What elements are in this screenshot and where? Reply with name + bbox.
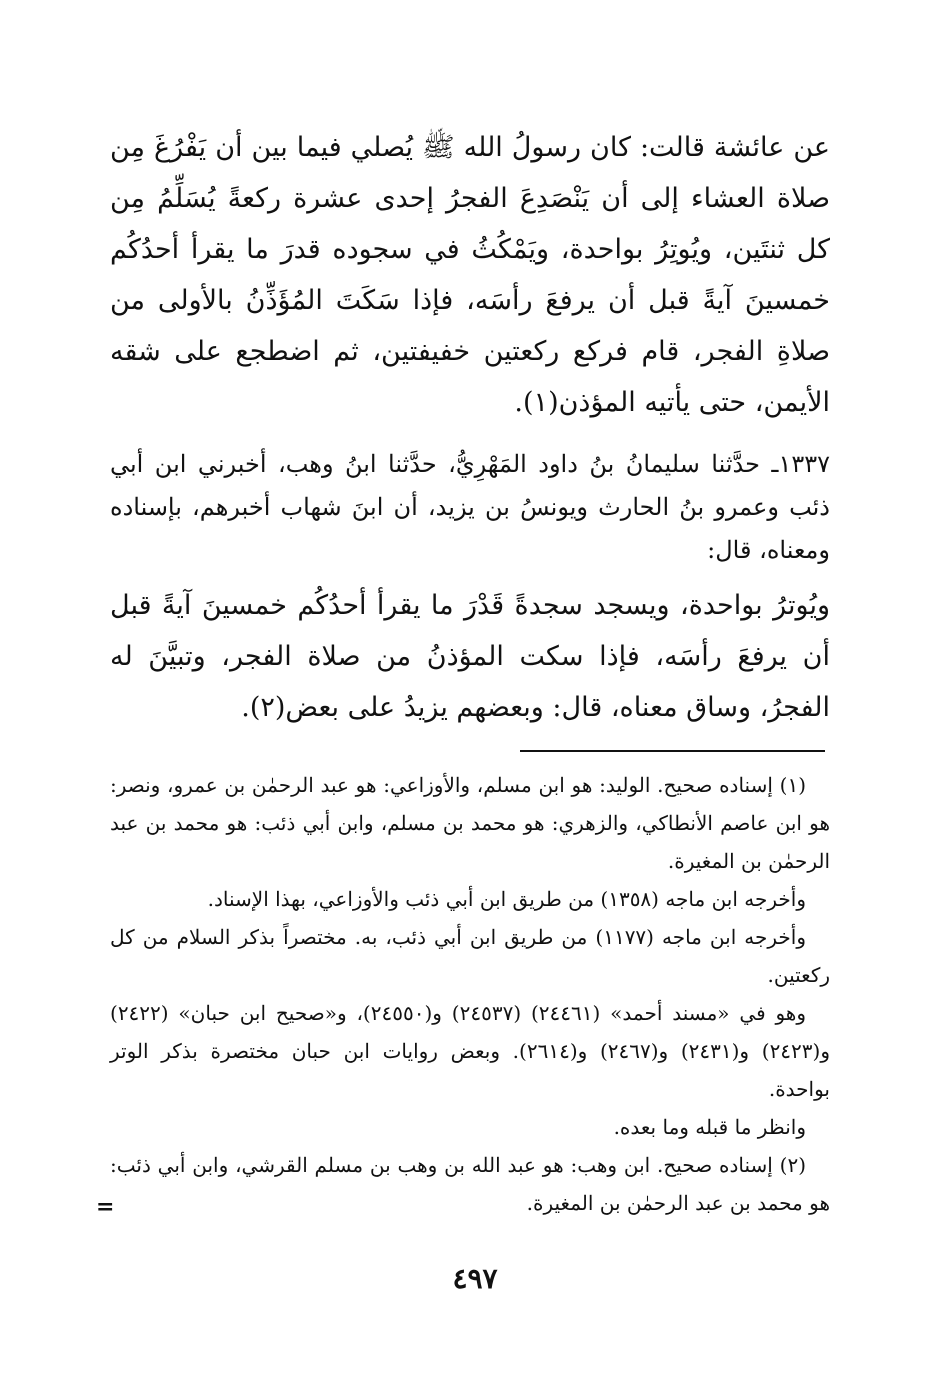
footnote-separator [520,750,825,752]
footnotes-block [110,766,830,1222]
page-number: ٤٩٧ [452,1262,498,1295]
hadith-1337-text-block [110,580,830,733]
hadith-1337-isnad [110,443,830,572]
footnote-1: (١) إسناده صحيح. الوليد: هو ابن مسلم، والأوزاعي: هو عبد الرحمٰن بن عمرو، ونصر: هو ابن عاصم الأنطاكي، والزهري: هو محمد بن مسلم، وابن أبي ذئب: هو محمد بن عبد الرحمٰن بن المغيرة. [110,773,830,873]
footnote-1-see-also: وانظر ما قبله وما بعده. [613,1115,806,1139]
footnote-2: (٢) إسناده صحيح. ابن وهب: هو عبد الله بن وهب بن مسلم القرشي، وابن أبي ذئب: هو محمد بن عبد الرحمٰن بن المغيرة. [110,1153,830,1215]
footnote-1-takhrij-b: وأخرجه ابن ماجه (١١٧٧) من طريق ابن أبي ذئب، به. مختصراً بذكر السلام من كل ركعتين. [110,925,830,987]
hadith-1337-intro: ١٣٣٧ـ حدَّثنا سليمانُ بنُ داود المَهْرِيُّ، حدَّثنا ابنُ وهب، أخبرني ابن أبي ذئب وعمرو بنُ الحارث ويونسُ بن يزيد، أن ابنَ شهاب أخبرهم، بإسناده ومعناه، قال: [110,450,830,564]
footnote-continuation-mark: = [96,1194,115,1220]
footnote-1-takhrij-a: وأخرجه ابن ماجه (١٣٥٨) من طريق ابن أبي ذئب والأوزاعي، بهذا الإسناد. [207,887,806,911]
hadith-paragraph-1: عن عائشة قالت: كان رسولُ الله ﷺ يُصلي فيما بين أن يَفْرُغَ مِن صلاة العشاء إلى أن يَنْصَدِعَ الفجرُ إحدى عشرة ركعةً يُسَلِّمُ مِن كل ثنتَين، ويُوتِرُ بواحدة، ويَمْكُثُ في سجوده قدرَ ما يقرأ أحدُكُم خمسينَ آيةً قبل أن يرفعَ رأسَه، فإذا سَكَتَ المُؤَذِّنُ بالأولى من صلاةِ الفجر، قام فركع ركعتين خفيفتين، ثم اضطجع على شقه الأيمن، حتى يأتيه المؤذن(١). [110,132,830,418]
footnote-1-takhrij-c: وهو في «مسند أحمد» (٢٤٤٦١) (٢٤٥٣٧) و(٢٤٥٥٠)، و«صحيح ابن حبان» (٢٤٢٢) و(٢٤٢٣) و(٢٤٣١) و(٢٤٦٧) و(٢٦١٤). وبعض روايات ابن حبان مختصرة بذكر الوتر بواحدة. [110,1001,830,1101]
hadith-text-block [110,122,830,428]
hadith-paragraph-2: ويُوترُ بواحدة، ويسجد سجدةً قَدْرَ ما يقرأ أحدُكُم خمسينَ آيةً قبل أن يرفعَ رأسَه، فإذا سكت المؤذنُ من صلاة الفجر، وتبيَّنَ له الفجرُ، وساق معناه، قال: وبعضهم يزيدُ على بعض(٢). [110,590,830,723]
